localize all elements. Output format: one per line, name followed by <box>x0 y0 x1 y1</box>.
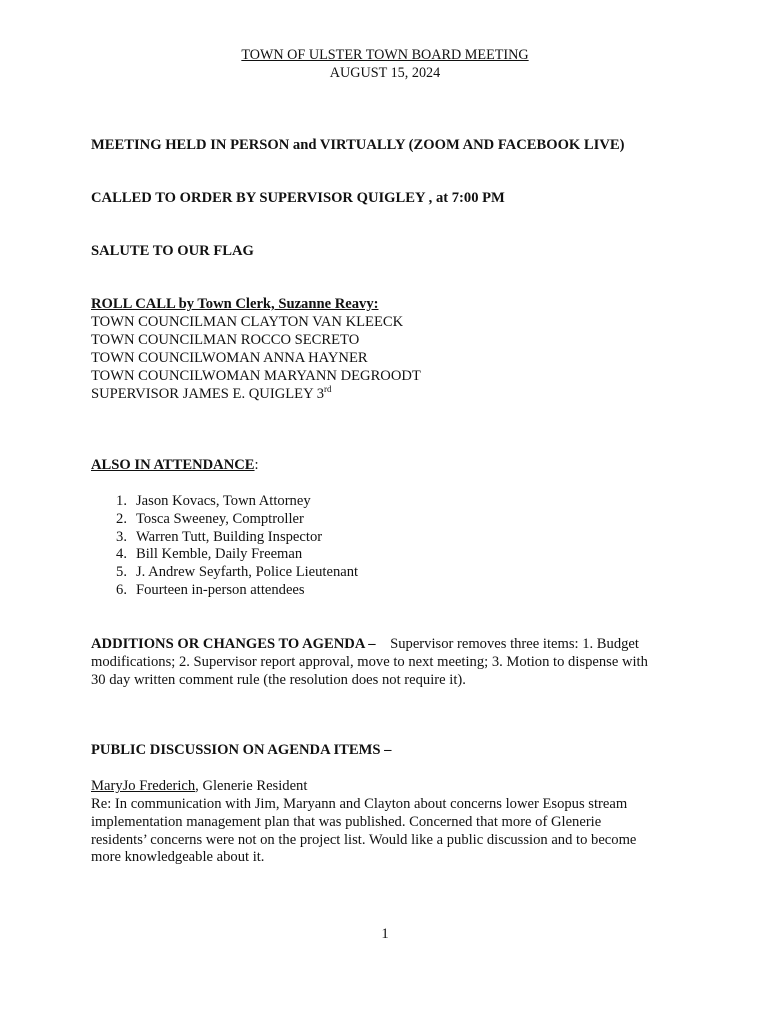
list-item-number: 6. <box>116 581 127 598</box>
list-item-text: Bill Kemble, Daily Freeman <box>136 546 303 563</box>
speaker-comment-line: more knowledgeable about it. <box>91 849 265 866</box>
roll-call-heading: ROLL CALL by Town Clerk, Suzanne Reavy: <box>91 296 379 312</box>
list-item-number: 4. <box>116 546 127 563</box>
attendance-heading: ALSO IN ATTENDANCE <box>91 457 255 473</box>
document-title: TOWN OF ULSTER TOWN BOARD MEETING <box>241 47 529 63</box>
roll-call-member: TOWN COUNCILMAN ROCCO SECRETO <box>91 332 360 348</box>
speaker-comment-paragraph <box>91 796 681 867</box>
list-item-number: 3. <box>116 528 127 545</box>
list-item-number: 2. <box>116 510 127 527</box>
list-item-text: Jason Kovacs, Town Attorney <box>136 493 311 509</box>
speaker-comment-line: Re: In communication with Jim, Maryann and Clayton about concerns lower Esopus stream <box>91 796 628 812</box>
attendance-heading-colon: : <box>254 457 259 473</box>
roll-call-member: TOWN COUNCILWOMAN ANNA HAYNER <box>91 350 368 366</box>
attendance-heading-row <box>91 457 259 475</box>
meeting-date: AUGUST 15, 2024 <box>329 65 441 81</box>
public-discussion-heading: PUBLIC DISCUSSION ON AGENDA ITEMS – <box>91 742 392 758</box>
supervisor-name: SUPERVISOR JAMES E. QUIGLEY 3 <box>91 386 325 402</box>
list-item-text: Tosca Sweeney, Comptroller <box>136 510 304 527</box>
list-item-text: Warren Tutt, Building Inspector <box>136 528 323 545</box>
list-item-number: 1. <box>116 493 127 509</box>
page-number: 1 <box>381 926 389 942</box>
roll-call-member: TOWN COUNCILMAN CLAYTON VAN KLEECK <box>91 314 404 330</box>
list-item-text: Fourteen in-person attendees <box>136 581 305 598</box>
supervisor-ordinal-suffix: rd <box>324 384 332 394</box>
agenda-changes-paragraph <box>91 636 681 689</box>
agenda-changes-text: Supervisor removes three items: 1. Budget <box>390 636 639 652</box>
speaker-name: MaryJo Frederich <box>91 778 196 794</box>
agenda-changes-text: 30 day written comment rule (the resolution does not require it). <box>91 671 466 688</box>
speaker-comment-line: residents’ concerns were not on the project list. Would like a public discussion and to become <box>91 831 637 848</box>
roll-call-member: TOWN COUNCILWOMAN MARYANN DEGROODT <box>91 368 421 384</box>
roll-call-supervisor <box>91 386 332 404</box>
salute-heading: SALUTE TO OUR FLAG <box>91 243 254 259</box>
meeting-format-heading: MEETING HELD IN PERSON and VIRTUALLY (ZOOM AND FACEBOOK LIVE) <box>91 137 625 153</box>
agenda-changes-first-line <box>91 636 681 654</box>
speaker-comment-line: implementation management plan that was published. Concerned that more of Glenerie <box>91 813 602 830</box>
speaker-affiliation: , Glenerie Resident <box>195 778 308 794</box>
list-item-text: J. Andrew Seyfarth, Police Lieutenant <box>136 564 359 581</box>
list-item-number: 5. <box>116 564 127 581</box>
agenda-changes-text: modifications; 2. Supervisor report approval, move to next meeting; 3. Motion to dispense with <box>91 653 648 670</box>
agenda-changes-heading: ADDITIONS OR CHANGES TO AGENDA – <box>91 636 376 652</box>
call-to-order-heading: CALLED TO ORDER BY SUPERVISOR QUIGLEY , at 7:00 PM <box>91 190 505 206</box>
speaker-line <box>91 778 307 796</box>
